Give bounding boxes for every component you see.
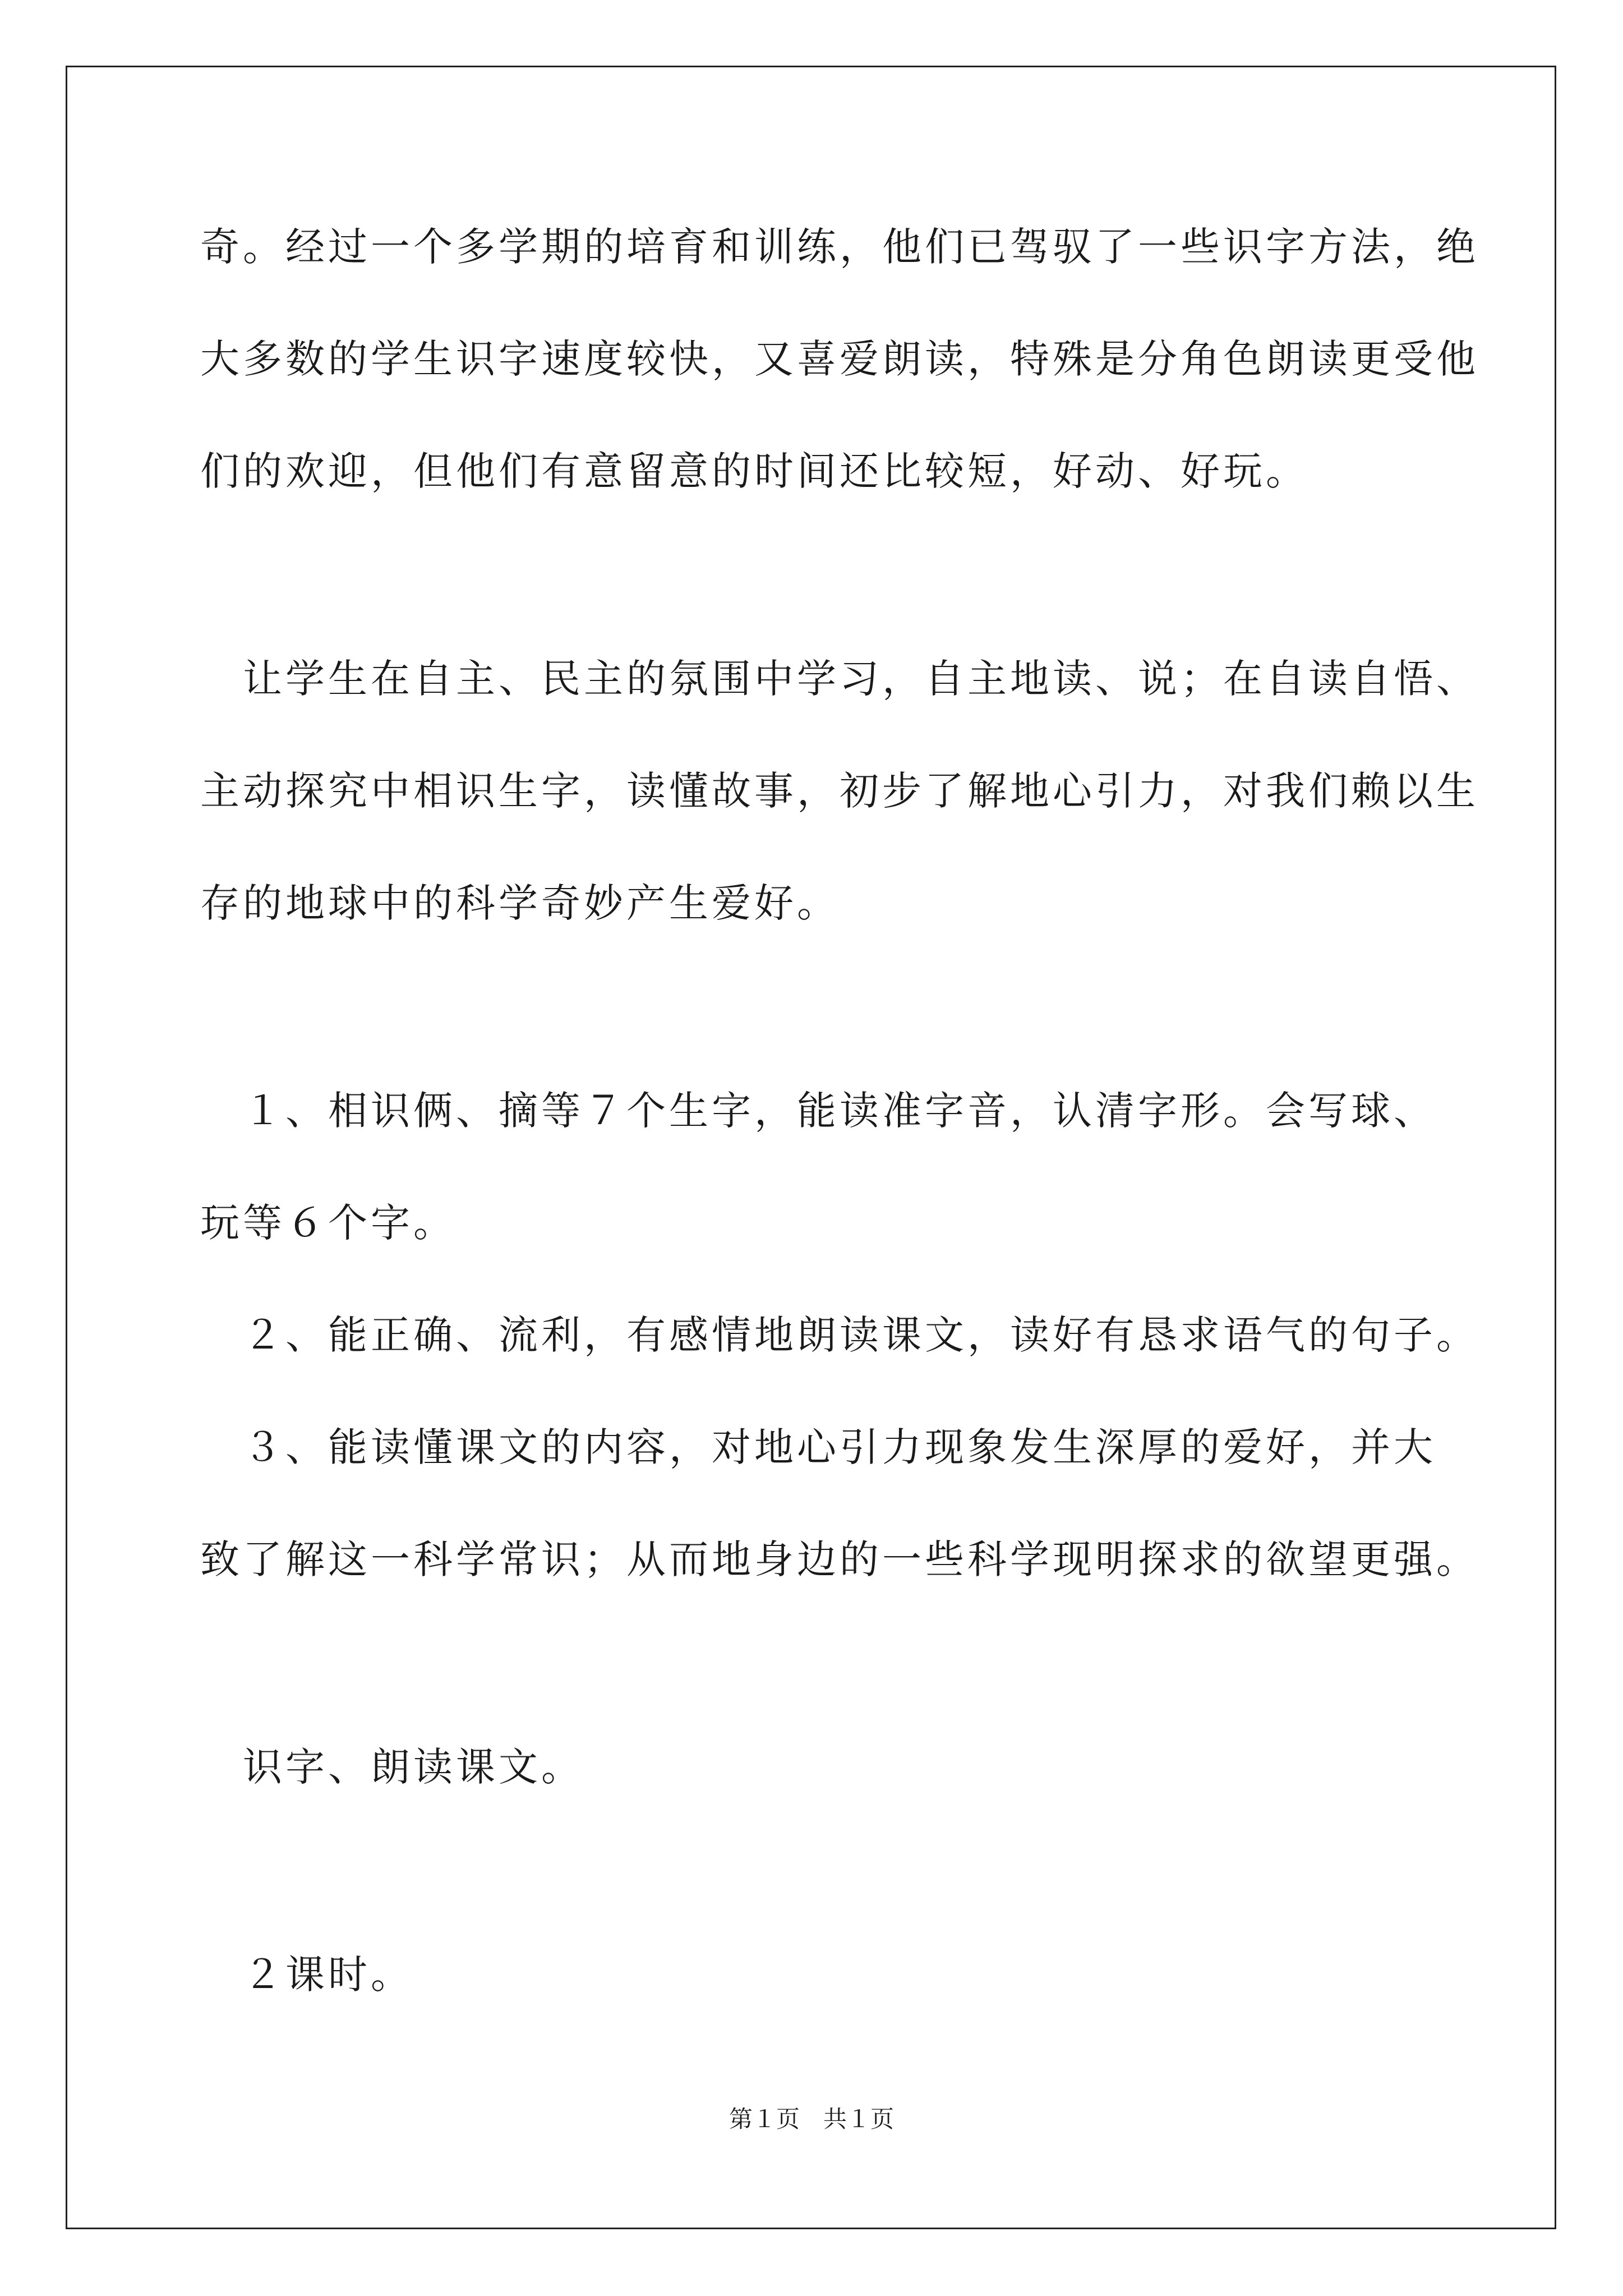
text-line: ２、能正确、流利，有感情地朗读课文，读好有恳求语气的句子。: [200, 1312, 1479, 1358]
text-line: 存的地球中的科学奇妙产生爱好。: [200, 880, 840, 926]
page-number-footer: 第１页 共１页: [728, 2105, 894, 2133]
text-line: 们的欢迎，但他们有意留意的时间还比较短，好动、好玩。: [200, 448, 1308, 494]
text-line: １、相识俩、摘等７个生字，能读准字音，认清字形。会写球、: [200, 1088, 1436, 1134]
text-line: 玩等６个字。: [200, 1200, 456, 1246]
text-line: ３、能读懂课文的内容，对地心引力现象发生深厚的爱好，并大: [200, 1424, 1436, 1470]
text-line: 主动探究中相识生字，读懂故事，初步了解地心引力，对我们赖以生: [200, 768, 1479, 814]
page-border: [66, 66, 1556, 2229]
text-line: 大多数的学生识字速度较快，又喜爱朗读，特殊是分角色朗读更受他: [200, 336, 1479, 382]
text-line: 让学生在自主、民主的氛围中学习，自主地读、说；在自读自悟、: [200, 656, 1479, 702]
text-line: 奇。经过一个多学期的培育和训练，他们已驾驭了一些识字方法，绝: [200, 224, 1479, 270]
text-line: 致了解这一科学常识；从而地身边的一些科学现明探求的欲望更强。: [200, 1536, 1479, 1582]
text-line: ２课时。: [200, 1952, 413, 1998]
text-line: 识字、朗读课文。: [200, 1744, 584, 1790]
